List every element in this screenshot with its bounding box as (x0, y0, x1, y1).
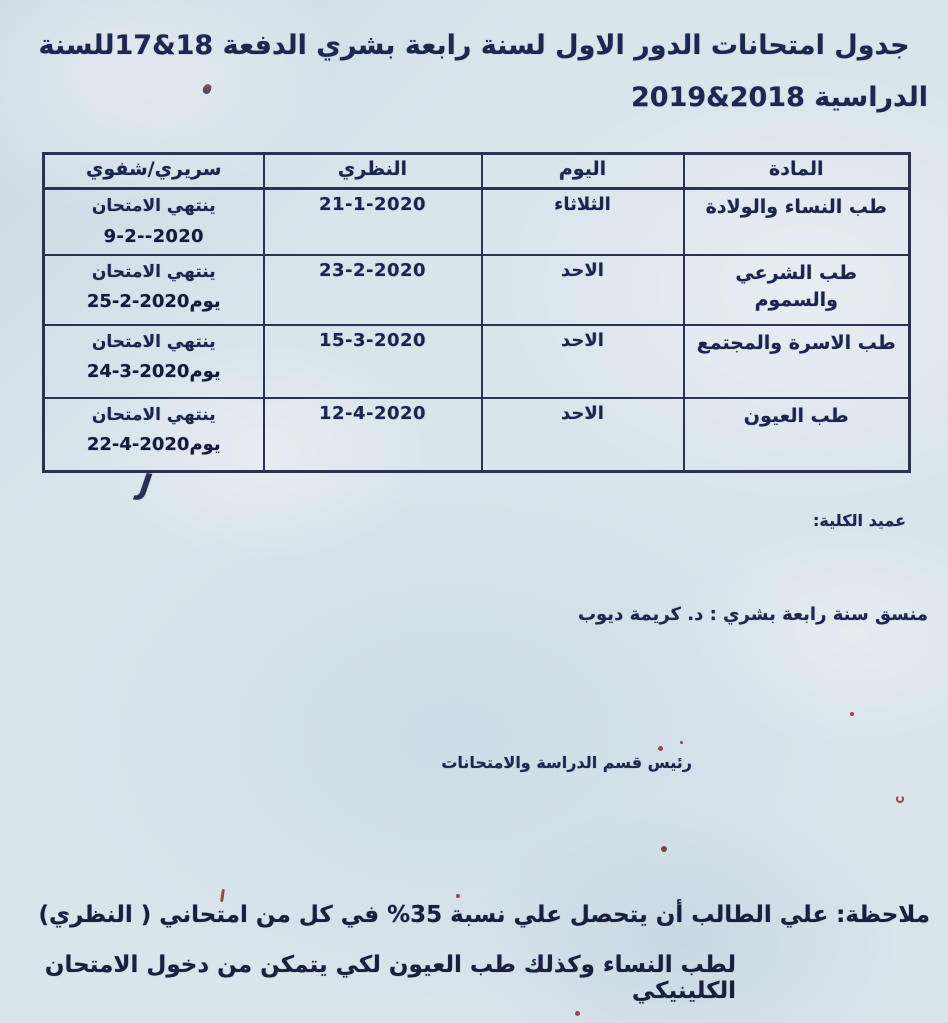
theory-date-cell: 12-4-2020 (264, 398, 482, 472)
theory-date-cell: 15-3-2020 (264, 325, 482, 398)
clinical-end-cell (44, 255, 264, 325)
footnote-line2: لطب النساء وكذلك طب العيون لكي يتمكن من دخول الامتحان الكلينيكي (44, 952, 736, 1004)
exam-ends-date: يوم22-4-2020 (86, 434, 221, 455)
handwritten-pen-mark: J (137, 467, 154, 504)
scan-artifact (456, 894, 460, 898)
document-title-line2: الدراسية 2018&2019 (631, 82, 928, 113)
scan-artifact (680, 741, 683, 744)
table-row (44, 325, 910, 398)
exam-ends-date: 9-2--2020 (103, 225, 204, 247)
clinical-end-cell (44, 189, 264, 255)
exam-ends-label: ينتهي الامتحان (91, 261, 216, 282)
day-cell: الثلاثاء (482, 189, 684, 255)
scan-artifact (658, 746, 663, 751)
dean-signature-label: عميد الكلية: (813, 511, 906, 530)
scan-artifact (850, 712, 854, 716)
theory-date-cell: 21-1-2020 (264, 189, 482, 255)
day-cell: الاحد (482, 325, 684, 398)
exam-schedule-table (42, 152, 911, 473)
day-cell: الاحد (482, 255, 684, 325)
subject-cell: طب الشرعي والسموم (684, 255, 910, 325)
column-header-theory: النظري (264, 154, 482, 189)
table-row (44, 398, 910, 472)
scan-artifact (202, 83, 213, 95)
column-header-subject: المادة (684, 154, 910, 189)
subject-cell: طب العيون (684, 398, 910, 472)
column-header-clinical: سريري/شفوي (44, 154, 264, 189)
clinical-end-cell (44, 398, 264, 472)
day-cell: الاحد (482, 398, 684, 472)
exam-ends-date: يوم25-2-2020 (86, 291, 221, 312)
exam-ends-label: ينتهي الامتحان (91, 404, 216, 425)
subject-cell: طب الاسرة والمجتمع (684, 325, 910, 398)
exam-ends-date: يوم24-3-2020 (86, 361, 221, 382)
theory-date-cell: 23-2-2020 (264, 255, 482, 325)
footnote-line1: ملاحظة: علي الطالب أن يتحصل علي نسبة 35% في كل من امتحاني ( النظري) (38, 902, 930, 928)
table-header-row (44, 154, 910, 189)
scan-artifact (661, 846, 667, 852)
department-head-signature-label: رئيس قسم الدراسة والامتحانات (441, 753, 692, 772)
clinical-end-cell (44, 325, 264, 398)
coordinator-signature-label: منسق سنة رابعة بشري : د. كريمة ديوب (577, 604, 928, 625)
scan-artifact (575, 1011, 580, 1016)
scan-artifact (220, 889, 225, 902)
table-row (44, 189, 910, 255)
scan-artifact (896, 795, 904, 803)
exam-ends-label: ينتهي الامتحان (91, 331, 216, 352)
subject-cell: طب النساء والولادة (684, 189, 910, 255)
table-row (44, 255, 910, 325)
document-title-line1: جدول امتحانات الدور الاول لسنة رابعة بشري الدفعة 18&17للسنة (38, 30, 910, 61)
exam-ends-label: ينتهي الامتحان (91, 196, 216, 216)
column-header-day: اليوم (482, 154, 684, 189)
